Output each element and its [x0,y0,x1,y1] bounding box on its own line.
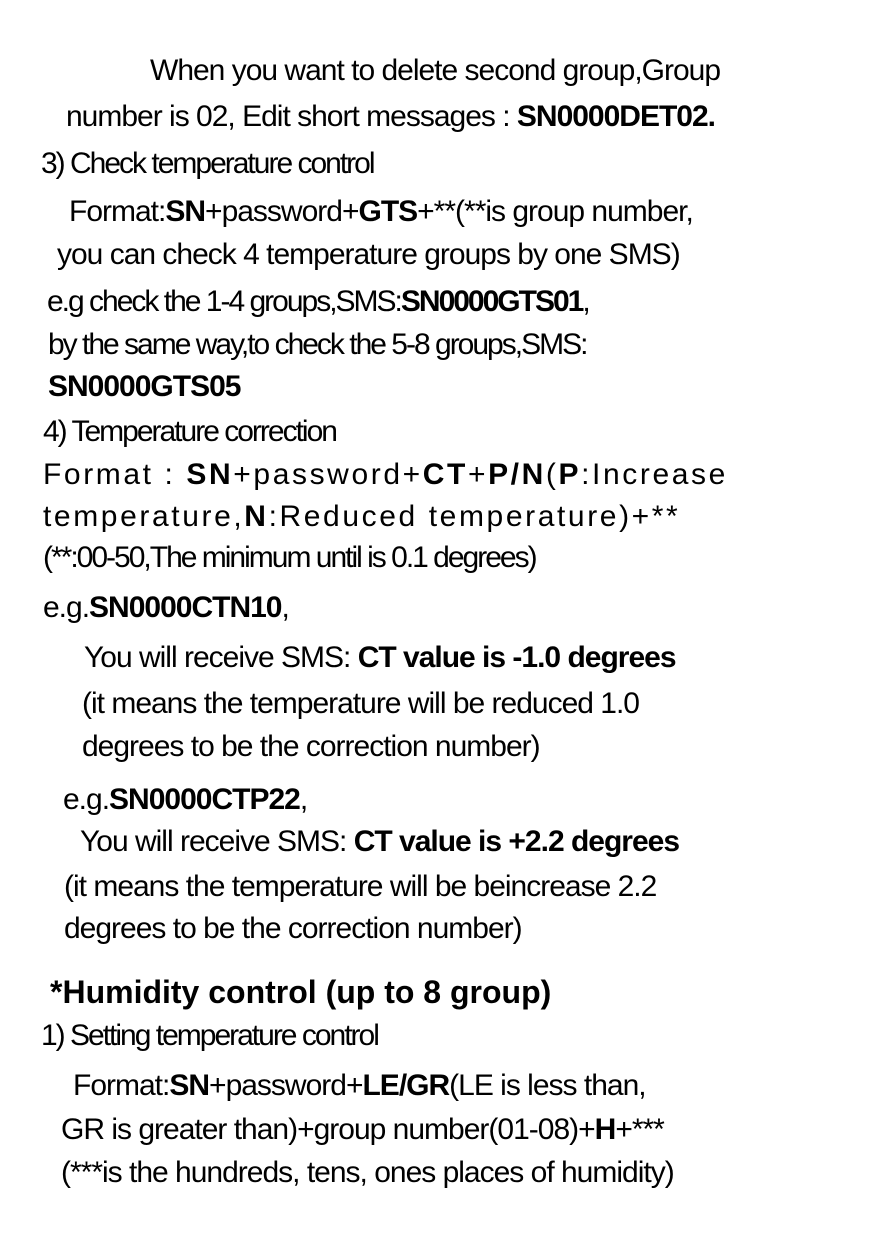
text-line: (**:00-50,The minimum until is 0.1 degrees) [43,541,536,574]
text-line: temperature,N:Reduced temperature)+** [43,500,681,533]
sms-command: SN0000GTS01 [400,285,583,318]
text-line: (it means the temperature will be beincrease 2.2 [64,870,657,903]
text-line: Format : SN+password+CT+P/N(P:Increase [43,458,728,491]
sms-command: SN0000CTN10 [89,591,282,624]
text-line: e.g check the 1-4 groups,SMS:SN0000GTS01, [47,285,589,318]
sms-command: SN0000CTP22 [109,783,300,816]
text-line: You will receive SMS: CT value is -1.0 degrees [84,641,676,674]
section-heading: 1) Setting temperature control [41,1019,378,1052]
text-line: Format:SN+password+LE/GR(LE is less than, [73,1069,646,1102]
text-line: You will receive SMS: CT value is +2.2 degrees [80,825,680,858]
text-line: degrees to be the correction number) [82,730,540,763]
example-line: e.g.SN0000CTN10, [43,591,289,624]
text-line: (it means the temperature will be reduced 1.0 [82,687,639,720]
text-line: number is 02, Edit short messages : SN0000DET02. [66,100,716,133]
sms-command: SN0000DET02. [516,100,716,133]
section-heading: 3) Check temperature control [41,147,374,180]
text-line: you can check 4 temperature groups by one SMS) [57,238,680,271]
text-line: by the same way,to check the 5-8 groups,SMS: [48,328,587,361]
section-heading: 4) Temperature correction [43,415,336,448]
text-line: degrees to be the correction number) [64,912,522,945]
sms-reply: CT value is -1.0 degrees [357,641,676,674]
text-line: GR is greater than)+group number(01-08)+H+*** [61,1113,664,1146]
text-line: (***is the hundreds, tens, ones places of humidity) [61,1156,674,1189]
sms-reply: CT value is +2.2 degrees [353,825,680,858]
example-line: e.g.SN0000CTP22, [63,783,308,816]
text-line: When you want to delete second group,Group [150,54,721,87]
text-line: Format:SN+password+GTS+**(**is group number, [69,195,693,228]
section-title: *Humidity control (up to 8 group) [50,974,552,1010]
sms-command: SN0000GTS05 [48,370,241,403]
